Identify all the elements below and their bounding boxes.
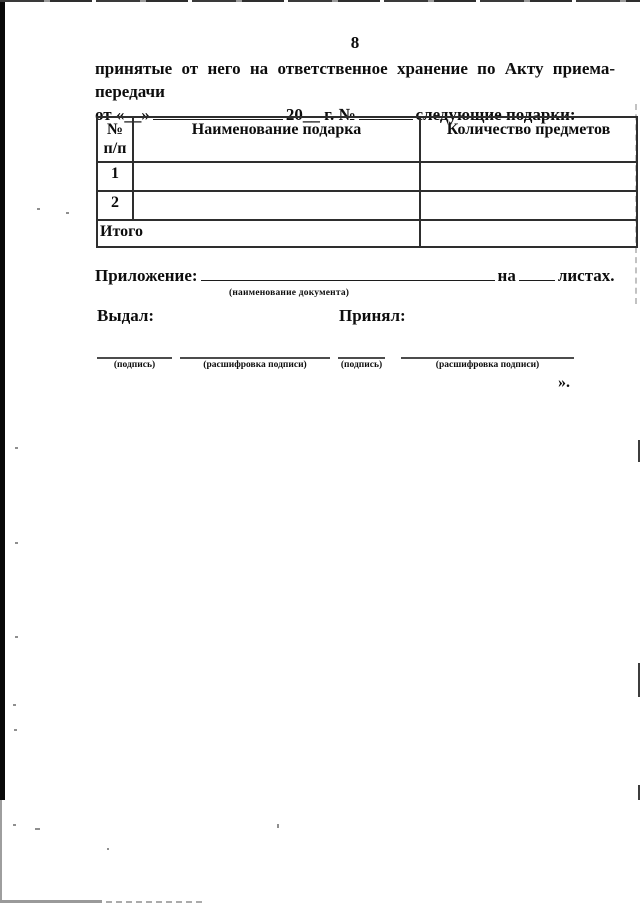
scan-speck	[15, 447, 18, 449]
header-number-line2: п/п	[103, 140, 127, 157]
signature-line	[97, 357, 172, 359]
gifts-table	[96, 116, 638, 248]
signature-line	[180, 357, 330, 359]
table-row	[97, 162, 637, 191]
total-label-cell: Итого	[97, 220, 420, 247]
row-number-cell: 2	[97, 191, 133, 220]
attachment-on-word: на	[497, 266, 516, 285]
signature-caption: (расшифровка подписи)	[203, 360, 307, 370]
table-total-row	[97, 220, 637, 247]
quantity-cell	[420, 191, 637, 220]
scan-bottom-edge-line	[0, 900, 102, 903]
scan-speck	[13, 824, 16, 826]
scan-speck	[66, 212, 69, 214]
total-quantity-cell	[420, 220, 637, 247]
scan-bottom-edge-dashes	[106, 901, 202, 903]
issued-by-label: Выдал:	[97, 306, 155, 325]
scan-speck	[277, 824, 279, 828]
signature-caption: (подпись)	[113, 360, 156, 370]
scan-left-edge-line	[0, 800, 2, 900]
signature-line	[338, 357, 385, 359]
gift-name-cell	[133, 191, 420, 220]
quantity-cell	[420, 162, 637, 191]
scan-speck	[15, 636, 18, 638]
scan-speck	[15, 542, 18, 544]
issuer-name-block	[180, 357, 330, 370]
scan-top-edge-line	[0, 0, 640, 2]
receiver-name-block	[401, 357, 574, 370]
scan-speck	[37, 208, 40, 210]
scan-speck	[13, 704, 16, 706]
gift-name-cell	[133, 162, 420, 191]
scan-speck	[14, 729, 17, 731]
intro-line-1: принятые от него на ответственное хранение по Акту приема-передачи	[95, 59, 615, 101]
scan-left-edge-bar	[0, 0, 5, 800]
header-number-line1: №	[106, 121, 124, 138]
intro-date-prefix: от «__»	[95, 105, 150, 124]
signature-line	[401, 357, 574, 359]
document-name-caption: (наименование документа)	[229, 288, 350, 298]
table-header-row	[97, 117, 637, 162]
scan-speck	[107, 848, 109, 850]
received-by-label: Принял:	[339, 306, 406, 325]
header-cell-quantity: Количество предметов	[420, 117, 637, 162]
intro-year-number-text: 20__ г. №	[285, 105, 356, 124]
issuer-signature-block	[97, 357, 172, 370]
header-cell-gift-name: Наименование подарка	[133, 117, 420, 162]
table-row	[97, 191, 637, 220]
signature-caption: (расшифровка подписи)	[435, 360, 540, 370]
receiver-signature-block	[338, 357, 385, 370]
sheet-count-blank-line	[519, 266, 555, 281]
signature-caption: (подпись)	[340, 360, 383, 370]
closing-quote-mark: ».	[558, 374, 570, 391]
scan-speck	[35, 828, 40, 830]
attachment-line	[95, 266, 625, 286]
document-name-blank-line	[201, 266, 495, 281]
page-number: 8	[350, 33, 360, 52]
attachment-sheets-word: листах.	[557, 266, 615, 285]
header-cell-number	[97, 117, 133, 162]
attachment-label: Приложение:	[95, 266, 198, 285]
row-number-cell: 1	[97, 162, 133, 191]
intro-suffix: следующие подарки:	[415, 105, 576, 124]
